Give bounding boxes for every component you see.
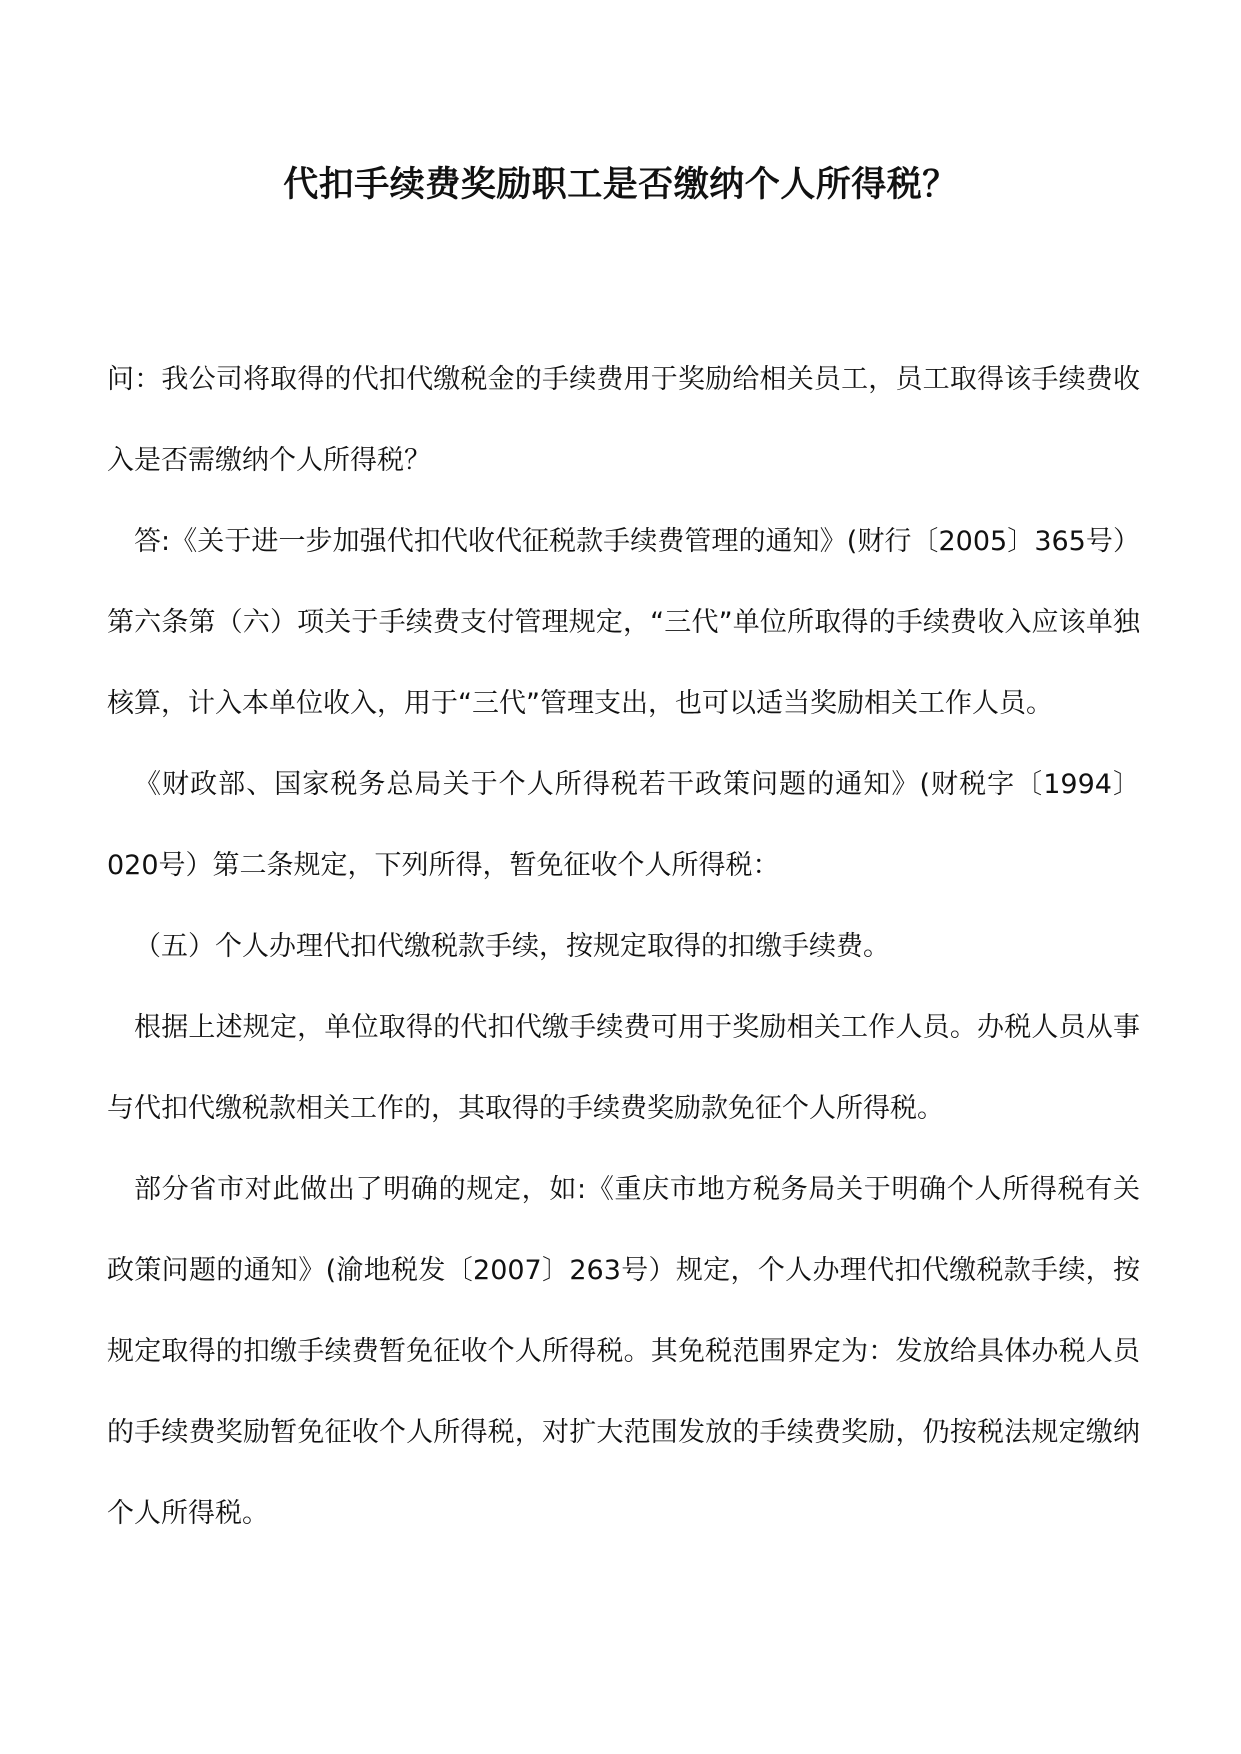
document-body [107, 339, 1140, 1554]
question-paragraph: 问：我公司将取得的代扣代缴税金的手续费用于奖励给相关员工，员工取得该手续费收入是否需缴纳个人所得税？ [107, 364, 1140, 476]
document-title: 代扣手续费奖励职工是否缴纳个人所得税？ [283, 164, 958, 205]
regional-rule-paragraph: 部分省市对此做出了明确的规定，如:《重庆市地方税务局关于明确个人所得税有关政策问题的通知》(渝地税发〔2007〕263号）规定，个人办理代扣代缴税款手续，按规定取得的扣缴手续费暂免征收个人所得税。其免税范围界定为：发放给具体办税人员的手续费奖励暂免征收个人所得税，对扩大范围发放的手续费奖励，仍按税法规定缴纳个人所得税。 [107, 1174, 1140, 1529]
answer-paragraph: 答:《关于进一步加强代扣代收代征税款手续费管理的通知》(财行〔2005〕365号）第六条第（六）项关于手续费支付管理规定，“三代”单位所取得的手续费收入应该单独核算，计入本单位收入，用于“三代”管理支出，也可以适当奖励相关工作人员。 [107, 526, 1140, 719]
conclusion-paragraph: 根据上述规定，单位取得的代扣代缴手续费可用于奖励相关工作人员。办税人员从事与代扣代缴税款相关工作的，其取得的手续费奖励款免征个人所得税。 [107, 1012, 1140, 1124]
policy-paragraph: 《财政部、国家税务总局关于个人所得税若干政策问题的通知》(财税字〔1994〕020号）第二条规定，下列所得，暂免征收个人所得税： [107, 769, 1140, 881]
exemption-item-paragraph: （五）个人办理代扣代缴税款手续，按规定取得的扣缴手续费。 [134, 931, 890, 962]
